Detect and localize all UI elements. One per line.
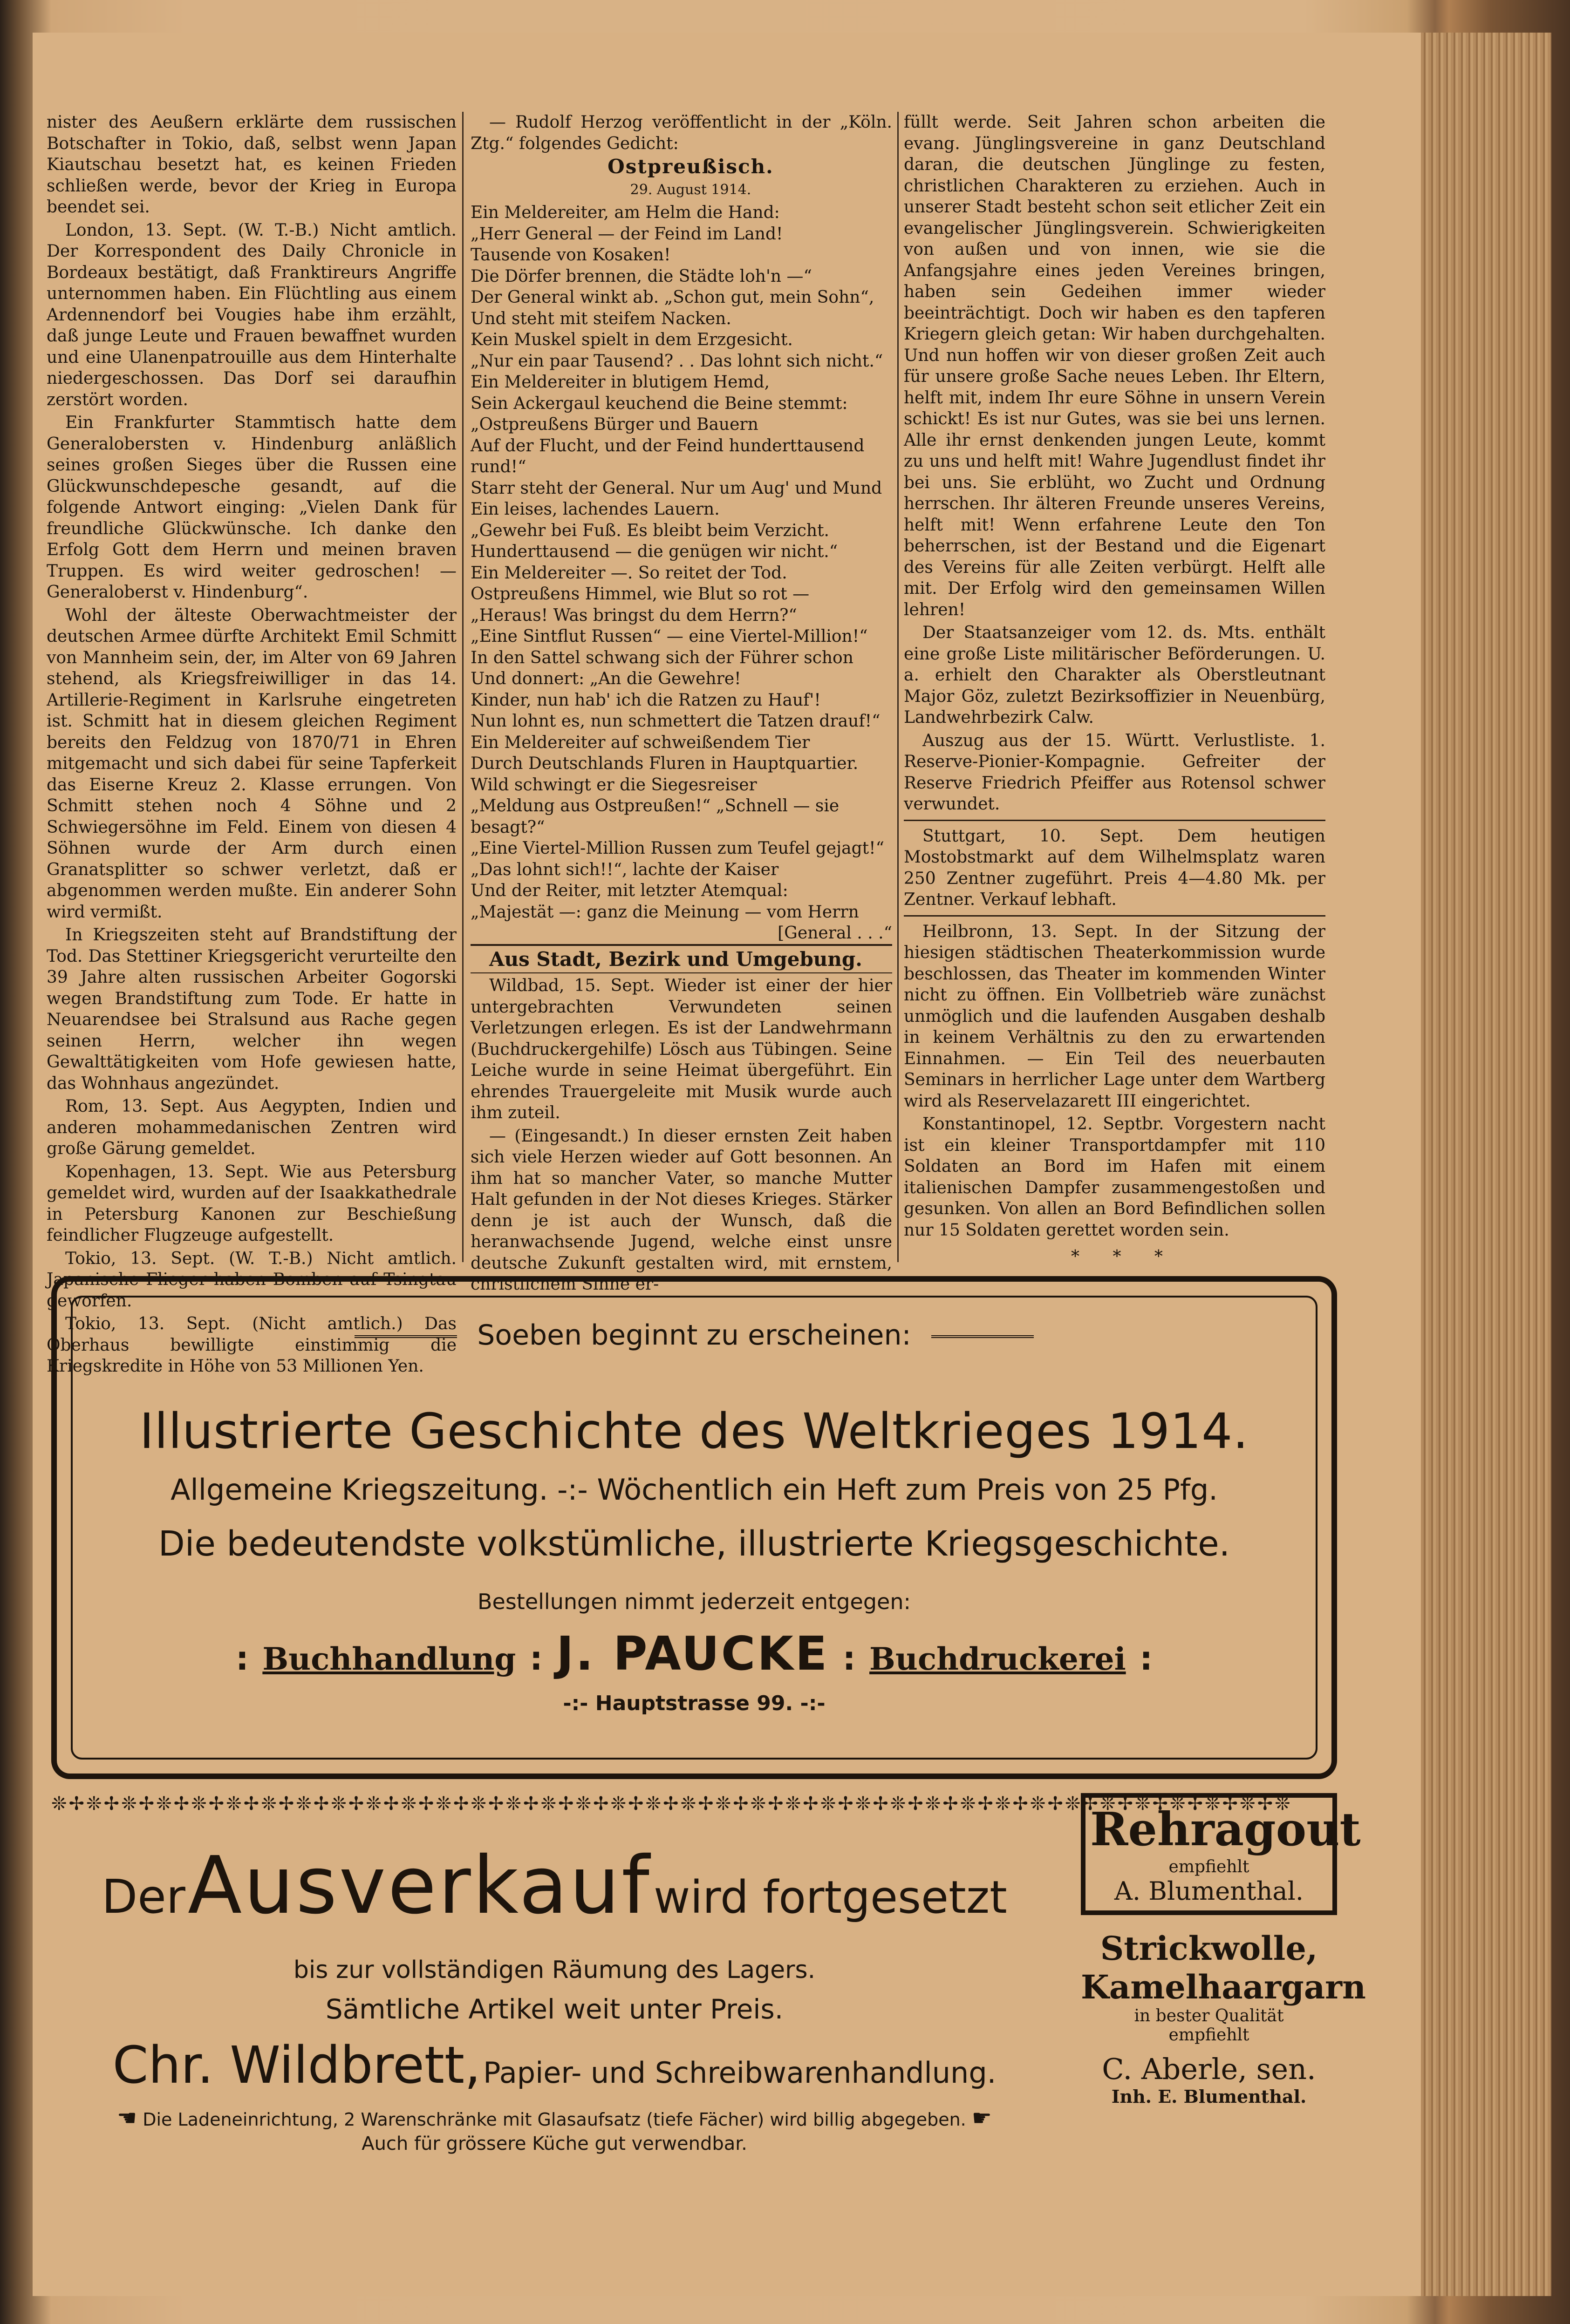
poem-line: Und der Reiter, mit letzter Atemqual:	[471, 881, 788, 900]
poem-line: Der General winkt ab. „Schon gut, mein Sohn“,	[471, 288, 874, 307]
divider	[904, 820, 1325, 821]
poem-line: Und steht mit steifem Nacken.	[471, 309, 731, 328]
column-1	[47, 112, 457, 1379]
column-3	[904, 112, 1325, 1270]
poem-line: Ein Meldereiter —. So reitet der Tod.	[471, 563, 787, 583]
poem-line: Die Dörfer brennen, die Städte loh'n —“	[471, 266, 812, 286]
ad-weltkrieg-top	[57, 1319, 1331, 1352]
ad-weltkrieg-sub1: Allgemeine Kriegszeitung. -:- Wöchentlich ein Heft zum Preis von 25 Pfg.	[171, 1473, 1218, 1507]
poem-line: Und donnert: „An die Gewehre!	[471, 669, 741, 688]
rule-left	[355, 1335, 457, 1338]
column-rule-1	[462, 112, 464, 1262]
poem-line: „Ostpreußens Bürger und Bauern	[471, 415, 758, 434]
ad-strickwolle-l1: Strickwolle,	[1100, 1929, 1318, 1968]
ad-ausverkauf-big: Ausverkauf	[187, 1840, 651, 1932]
pointing-hand-icon: ☛	[117, 2105, 137, 2131]
poem-body	[471, 202, 892, 944]
ad-rehragout-title: Rehragout	[1090, 1803, 1361, 1856]
poem-line: „Das lohnt sich!!“, lachte der Kaiser	[471, 860, 779, 879]
poem-line: „Nur ein paar Tausend? . . Das lohnt sich nicht.“	[471, 351, 883, 371]
end-stars: * * *	[1071, 1247, 1177, 1266]
ad-ausverkauf-firm	[51, 2035, 1058, 2095]
ornament-row: ❊✢❊✢❊✢❊✢❊✢❊✢❊✢❊✢❊✢❊✢❊✢❊✢❊✢❊✢❊✢❊✢❊✢❊✢❊✢❊✢❊✢❊✢❊✢❊✢❊✢❊✢❊✢❊✢❊✢❊✢❊✢❊✢❊✢❊✢❊✢❊	[51, 1793, 1292, 1814]
ad-rehragout-name: A. Blumenthal.	[1114, 1876, 1304, 1906]
poem-line: „Meldung aus Ostpreußen!“ „Schnell — sie besagt?“	[471, 796, 840, 837]
divider	[904, 915, 1325, 917]
ad-weltkrieg-right: Buchdruckerei	[869, 1641, 1126, 1677]
poem-line: „Heraus! Was bringst du dem Herrn?“	[471, 605, 797, 625]
ad-ausverkauf-l4: Auch für grössere Küche gut verwendbar.	[362, 2133, 747, 2154]
poem-line: Tausende von Kosaken!	[471, 245, 671, 265]
ad-ausverkauf	[51, 1816, 1058, 2175]
poem-line: Auf der Flucht, und der Feind hunderttausend rund!“	[471, 436, 865, 476]
book-edge	[1421, 33, 1551, 2296]
ad-weltkrieg	[51, 1276, 1337, 1779]
ad-ausverkauf-l3: Die Ladeneinrichtung, 2 Warenschränke mit Glasaufsatz (tiefe Fächer) wird billig abgegeben.	[143, 2109, 966, 2130]
poem-line: Ein Meldereiter in blutigem Hemd,	[471, 373, 770, 392]
poem-line: „Herr General — der Feind im Land!	[471, 224, 783, 244]
poem-line: „Eine Sintflut Russen“ — eine Viertel-Million!“	[471, 627, 868, 646]
article-eingesandt: — (Eingesandt.) In dieser ernsten Zeit haben sich viele Herzen wieder auf Gott besonnen. An ihm hat so mancher Vater, so manche Mutter Halt gefunden in der Not dieses Krieges. Stärker denn je ist auch der Wunsch, daß die heranwachsende Jugend, welche einst unsre deutsche Zukunft gestalten wird, mit ernstem, christlichem Sinne er-	[471, 1126, 892, 1294]
poem-line: Durch Deutschlands Fluren in Hauptquartier.	[471, 754, 859, 773]
ad-strickwolle	[1081, 1929, 1366, 2107]
poem-intro: — Rudolf Herzog veröffentlicht in der „Köln. Ztg.“ folgendes Gedicht:	[471, 113, 892, 153]
poem-line: „Majestät —: ganz die Meinung — vom Herrn	[471, 902, 859, 922]
pointing-hand-icon: ☛	[971, 2105, 992, 2131]
article-staatsanzeiger: Der Staatsanzeiger vom 12. ds. Mts. enthält eine große Liste militärischer Beförderungen. U. a. erhielt den Charakter als Oberstleutnant Major Göz, zuletzt Bezirksoffizier in Neuenbürg, Landwehrbezirk Calw.	[904, 623, 1325, 727]
ad-strickwolle-l2: Kamelhaargarn	[1081, 1967, 1366, 2006]
article-stuttgart: Stuttgart, 10. Sept. Dem heutigen Mostobstmarkt auf dem Wilhelmsplatz waren 250 Zentner zugeführt. Preis 4—4.80 Mk. per Zentner. Verkauf lebhaft.	[904, 826, 1325, 909]
ad-strickwolle-l3: in bester Qualität	[1134, 2006, 1284, 2025]
article-tokio-1: Tokio, 13. Sept. (W. T.-B.) Nicht amtlich. Japanische Flieger haben Bomben auf Tsingtau geworfen.	[47, 1249, 457, 1311]
ad-weltkrieg-address: -:- Hauptstrasse 99. -:-	[563, 1692, 826, 1715]
poem-line: Ein Meldereiter, am Helm die Hand:	[471, 203, 780, 222]
ad-ausverkauf-der: Der	[102, 1869, 185, 1924]
poem-line: In den Sattel schwang sich der Führer schon	[471, 648, 853, 667]
ad-ausverkauf-l3-row	[51, 2105, 1058, 2131]
poem-line: Kinder, nun hab' ich die Ratzen zu Hauf'!	[471, 690, 821, 710]
ad-ausverkauf-firm-desc: Papier- und Schreibwarenhandlung.	[483, 2056, 997, 2090]
ad-strickwolle-l5: C. Aberle, sen.	[1102, 2052, 1316, 2086]
poem-line: „Eine Viertel-Million Russen zum Teufel gejagt!“	[471, 839, 884, 858]
ad-weltkrieg-top-text: Soeben beginnt zu erscheinen:	[477, 1319, 911, 1352]
poem-line: Ein leises, lachendes Lauern.	[471, 500, 720, 519]
article-rom: Rom, 13. Sept. Aus Aegypten, Indien und anderen mohammedanischen Zentren wird große Gärung gemeldet.	[47, 1097, 457, 1158]
ad-rehragout	[1081, 1793, 1361, 1915]
poem-line: Wild schwingt er die Siegesreiser	[471, 775, 757, 795]
ad-weltkrieg-firm-row: : Buchhandlung : J. PAUCKE : Buchdruckerei :	[235, 1626, 1153, 1681]
ad-strickwolle-l6: Inh. E. Blumenthal.	[1111, 2086, 1307, 2107]
ad-ausverkauf-firm-name: Chr. Wildbrett,	[112, 2035, 481, 2095]
article-verlustliste: Auszug aus der 15. Württ. Verlustliste. 1. Reserve-Pionier-Kompagnie. Gefreiter der Reserve Friedrich Pfeiffer aus Rotensol schwer verwundet.	[904, 731, 1325, 814]
article-wildbad: Wildbad, 15. Sept. Wieder ist einer der hier untergebrachten Verwundeten seinen Verletzungen erlegen. Es ist der Landwehrmann (Buchdruckergehilfe) Lösch aus Tübingen. Seine Leiche wurde in seine Heimat übergeführt. Ein ehrendes Trauergeleite mit Musik wurde auch ihm zuteil.	[471, 976, 892, 1122]
ad-rehragout-emp: empfiehlt	[1168, 1857, 1249, 1876]
ad-strickwolle-l4: empfiehlt	[1168, 2025, 1249, 2045]
article-japan: nister des Aeußern erklärte dem russischen Botschafter in Tokio, daß, selbst wenn Japan Kiautschau besetzt hat, es keinen Frieden schließen werde, bevor der Krieg in Europa beendet sei.	[47, 113, 457, 217]
rule-right	[931, 1335, 1034, 1338]
article-tokio-2: Tokio, 13. Sept. (Nicht amtlich.) Das Oberhaus bewilligte einstimmig die Kriegskredite in Höhe von 53 Millionen Yen.	[47, 1314, 457, 1376]
column-2	[471, 112, 892, 1297]
poem-line: Kein Muskel spielt in dem Erzgesicht.	[471, 330, 793, 349]
ad-weltkrieg-name: J. PAUCKE	[556, 1626, 829, 1681]
poem-line: „Gewehr bei Fuß. Es bleibt beim Verzicht.	[471, 521, 829, 540]
column-rule-2	[897, 112, 899, 1262]
article-konstantinopel: Konstantinopel, 12. Septbr. Vorgestern nacht ist ein kleiner Transportdampfer mit 110 Soldaten an Bord im Hafen mit einem italienischen Dampfer zusammengestoßen und gesunken. Von allen an Bord Befindlichen sollen nur 15 Soldaten gerettet worden sein.	[904, 1114, 1325, 1240]
poem-line: Sein Ackergaul keuchend die Beine stemmt:	[471, 394, 848, 413]
ad-ausverkauf-headline	[51, 1840, 1058, 1932]
article-kopenhagen: Kopenhagen, 13. Sept. Wie aus Petersburg gemeldet wird, wurden auf der Isaakkathedrale in Petersburg Kanonen zur Beschießung feindlicher Flugzeuge aufgestellt.	[47, 1162, 457, 1245]
article-hindenburg: Ein Frankfurter Stammtisch hatte dem Generalobersten v. Hindenburg anläßlich seines großen Sieges über die Russen eine Glückwunschdepesche gesandt, auf die folgende Antwort einging: „Vielen Dank für freundliche Glückwünsche. Ich danke den Erfolg Gott dem Herrn und meinen braven Truppen. Es wird weiter gedroschen! — Generaloberst v. Hindenburg“.	[47, 413, 457, 602]
section-heading: Aus Stadt, Bezirk und Umgebung.	[471, 944, 892, 974]
poem-title: Ostpreußisch.	[608, 155, 774, 178]
article-london: London, 13. Sept. (W. T.-B.) Nicht amtlich. Der Korrespondent des Daily Chronicle in Bordeaux bestätigt, daß Franktireurs Angriffe unternommen haben. Ein Flüchtling aus einem Ardennendorf bei Vougies habe ihm erzählt, daß junge Leute und Frauen bewaffnet wurden und eine Ulanenpatrouille aus dem Hinterhalte niedergeschossen. Das Dorf sei daraufhin zerstört worden.	[47, 220, 457, 409]
poem-date: 29. August 1914.	[630, 181, 751, 198]
ad-weltkrieg-left: Buchhandlung	[262, 1641, 516, 1677]
poem-line: [General . . .“	[778, 924, 892, 943]
article-eingesandt-cont: füllt werde. Seit Jahren schon arbeiten die evang. Jünglingsvereine in ganz Deutschland daran, die deutschen Jünglinge zu festen, christlichen Charakteren zu erziehen. Auch in unserer Stadt besteht schon seit etlicher Zeit ein evangelischer Jünglingsverein. Schwierigkeiten von außen und von innen, wie sie die Anfangsjahre eines jeden Vereines bringen, haben sein Gedeihen immer wieder beeinträchtigt. Doch wir haben es den tapferen Kriegern gleich getan: Wir haben durchgehalten. Und nun hoffen wir von dieser großen Zeit auch für unsere große Sache neues Leben. Ihr Eltern, helft mit, indem Ihr eure Söhne in unsern Verein schickt! Es ist nur Gutes, was sie bei uns lernen. Alle ihr ernst denkenden jungen Leute, kommt zu uns und helft mit! Wahre Jugendlust findet ihr bei uns. Sie erblüht, wo Zucht und Ordnung herrschen. Ihr älteren Freunde unseres Vereins, helft mit! Wenn erfahrene Leute den Ton beherrschen, ist der Bestand und die Eigenart des Vereins für alle Zeiten verbürgt. Helft alle mit. Der Erfolg wird den gemeinsamen Willen lehren!	[904, 113, 1325, 619]
ad-ausverkauf-l1: bis zur vollständigen Räumung des Lagers.	[293, 1956, 816, 1984]
right-ads	[1081, 1793, 1366, 2107]
poem-line: Starr steht der General. Nur um Aug' und Mund	[471, 478, 882, 498]
ad-ausverkauf-rest: wird fortgesetzt	[653, 1871, 1007, 1923]
article-brandstiftung: In Kriegszeiten steht auf Brandstiftung der Tod. Das Stettiner Kriegsgericht verurteilte den 39 Jahre alten russischen Arbeiter Gogorski wegen Brandstiftung zum Tode. Er hatte in Neuarendsee bei Stralsund aus Rache gegen seinen Herrn, welcher ihn wegen Gewalttätigkeiten vom Hofe gewiesen hatte, das Wohnhaus angezündet.	[47, 925, 457, 1093]
ad-weltkrieg-order: Bestellungen nimmt jederzeit entgegen:	[477, 1589, 911, 1614]
ad-weltkrieg-sub2: Die bedeutendste volkstümliche, illustrierte Kriegsgeschichte.	[158, 1524, 1230, 1564]
article-heilbronn: Heilbronn, 13. Sept. In der Sitzung der hiesigen städtischen Theaterkommission wurde beschlossen, das Theater im kommenden Winter nicht zu öffnen. Ein Vollbetrieb wäre zunächst unmöglich und die laufenden Ausgaben deshalb in keinem Verhältnis zu den zu erwartenden Einnahmen. — Ein Teil des neuerbauten Seminars in herrlicher Lage unter dem Wartberg wird als Reservelazarett III eingerichtet.	[904, 922, 1325, 1111]
article-schmitt: Wohl der älteste Oberwachtmeister der deutschen Armee dürfte Architekt Emil Schmitt von Mannheim sein, der, im Alter von 69 Jahren stehend, als Kriegsfreiwilliger in das 14. Artillerie-Regiment in Karlsruhe eingetreten ist. Schmitt hat in diesem gleichen Regiment bereits den Feldzug von 1870/71 in Ehren mitgemacht und sich dabei für seine Tapferkeit das Eiserne Kreuz 2. Klasse errungen. Von Schmitt stehen noch 4 Söhne und 2 Schwiegersöhne im Feld. Einem von diesen 4 Söhnen wurde der Arm durch einen Granatsplitter so schwer verletzt, daß er abgenommen werden mußte. Ein anderer Sohn wird vermißt.	[47, 605, 457, 922]
poem-line: Ein Meldereiter auf schweißendem Tier	[471, 733, 810, 752]
ad-weltkrieg-title: Illustrierte Geschichte des Weltkrieges 1914.	[139, 1403, 1249, 1460]
poem-line: Ostpreußens Himmel, wie Blut so rot —	[471, 584, 810, 604]
poem-line: Hunderttausend — die genügen wir nicht.“	[471, 542, 838, 561]
poem-line: Nun lohnt es, nun schmettert die Tatzen drauf!“	[471, 712, 881, 731]
ad-ausverkauf-l2: Sämtliche Artikel weit unter Preis.	[325, 1993, 784, 2025]
